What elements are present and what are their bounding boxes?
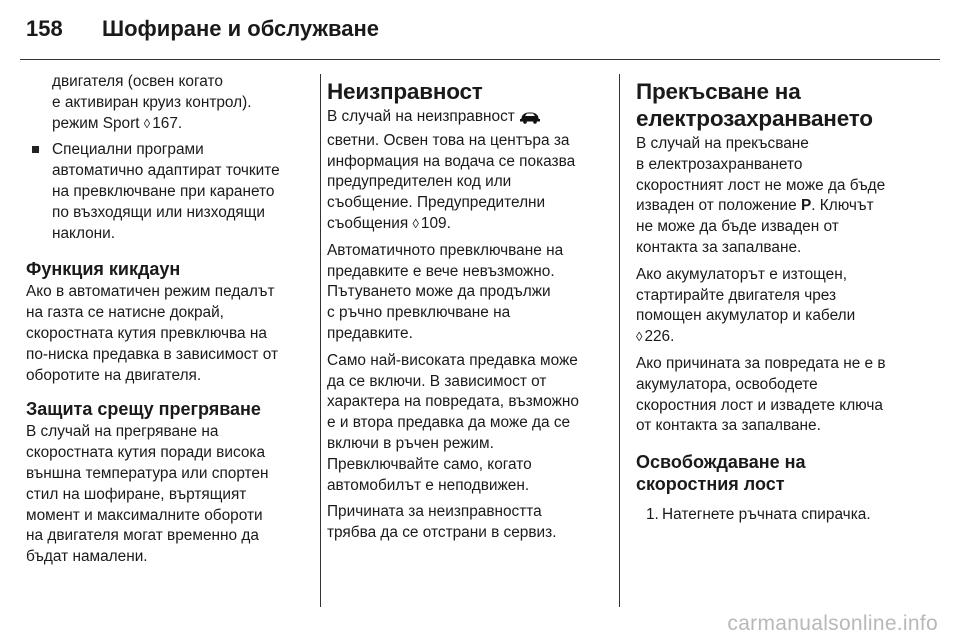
page-number: 158 <box>26 16 63 41</box>
kickdown-paragraph <box>26 282 314 386</box>
text-line: на газта се натисне докрай, <box>26 304 224 322</box>
text-line: скоростния лост и извадете ключа <box>636 396 883 414</box>
header-divider <box>20 59 940 60</box>
text-line: оборотите на двигателя. <box>26 366 202 384</box>
text-line: скоростната кутия поради висока <box>26 444 266 462</box>
ref-arrow-icon: ◊ <box>636 329 643 345</box>
transmission-warning-car-icon <box>519 110 541 131</box>
power-failure-heading <box>636 78 936 132</box>
fault-paragraph-4 <box>327 502 612 544</box>
step-number: 1. <box>646 506 659 524</box>
column-divider-2 <box>619 74 620 607</box>
text-line: В случай на прекъсване <box>636 135 809 152</box>
section-title: Шофиране и обслужване <box>102 16 380 41</box>
text-line: по-ниска предавка в зависимост от <box>26 345 279 363</box>
text-fragment: В случай на неизправност <box>327 108 515 125</box>
step-text: Натегнете ръчната спирачка. <box>662 506 871 524</box>
text-line: предупредителен код или <box>327 173 512 191</box>
text-line: автоматично адаптират точките <box>52 162 280 180</box>
text-line: двигателя (освен когато <box>52 73 223 90</box>
text-line: В случай на прегряване на <box>26 423 219 441</box>
column-1 <box>26 72 314 574</box>
fault-heading: Неизправност <box>327 79 483 104</box>
text-line: по възходящи или низходящи <box>52 203 266 221</box>
text-line: с ръчно превключване на <box>327 304 511 322</box>
text-line: Само най-високата предавка може <box>327 351 578 369</box>
text-line: съобщение. Предупредителни <box>327 194 546 212</box>
text-fragment: . Ключът <box>811 197 874 215</box>
column-3 <box>636 78 936 526</box>
text-fragment: изваден от положение <box>636 197 797 215</box>
text-line: светни. Освен това на центъра за <box>327 131 570 149</box>
intro-paragraph <box>26 72 314 134</box>
power-paragraph-2 <box>636 265 936 348</box>
text-line: Автоматичното превключване на <box>327 241 564 259</box>
text-line: Ако акумулаторът е изтощен, <box>636 265 847 283</box>
heading-line: скоростния лост <box>636 474 785 495</box>
text-line: е и втора предавка да може да се <box>327 414 571 432</box>
power-paragraph-1 <box>636 134 936 259</box>
text-line <box>52 114 314 135</box>
text-line: Пътуването може да продължи <box>327 283 551 301</box>
column-2 <box>327 78 612 550</box>
text-line: не може да бъде изваден от <box>636 218 839 236</box>
text-line: предавките. <box>327 324 413 342</box>
text-fragment: съобщения <box>327 214 409 232</box>
text-line: външна температура или спортен <box>26 464 269 482</box>
text-line: стил на шофиране, въртящият <box>26 485 247 503</box>
text-fragment: режим Sport <box>52 114 140 132</box>
text-line: включи в ръчен режим. <box>327 434 494 452</box>
bullet-item <box>26 140 314 244</box>
watermark: carmanualsonline.info <box>727 612 938 635</box>
heading-line: Освобождаване на <box>636 452 806 473</box>
text-line: Превключвайте само, когато <box>327 455 532 473</box>
text-line: наклони. <box>52 224 116 242</box>
text-line: предавките е вече невъзможно. <box>327 262 555 280</box>
ref-arrow-icon: ◊ <box>143 115 151 131</box>
page-ref: 167. <box>152 114 183 132</box>
step-item <box>636 505 936 526</box>
ref-arrow-icon: ◊ <box>412 215 419 231</box>
fault-paragraph-3 <box>327 351 612 497</box>
text-line: скоростният лост не може да бъде <box>636 176 886 194</box>
text-line: автомобилът е неподвижен. <box>327 476 530 494</box>
page-ref: 226. <box>644 328 675 346</box>
power-paragraph-3 <box>636 354 936 437</box>
fault-paragraph-2 <box>327 241 612 345</box>
text-line: е активиран круиз контрол). <box>52 93 252 111</box>
text-line: Специални програми <box>52 141 204 159</box>
column-divider-1 <box>320 74 321 607</box>
text-line: Ако в автоматичен режим педалът <box>26 283 275 301</box>
text-line: в електрозахранването <box>636 155 803 173</box>
text-line: скоростната кутия превключва на <box>26 324 267 342</box>
text-line: Причината за неизправността <box>327 503 542 521</box>
text-line: бъдат намалени. <box>26 548 148 566</box>
overheat-heading: Защита срещу прегряване <box>26 399 261 420</box>
release-lever-heading <box>636 451 936 495</box>
text-line: информация на водача се показва <box>327 152 576 170</box>
gear-position-p: P <box>800 197 812 215</box>
text-line: на двигателя могат временно да <box>26 527 259 545</box>
text-line: на превключване при карането <box>52 182 275 200</box>
text-line: Ако причината за повредата не е в <box>636 354 886 372</box>
bullet-square-icon <box>32 146 39 153</box>
text-line: трябва да се отстрани в сервиз. <box>327 524 557 542</box>
text-line: от контакта за запалване. <box>636 417 821 435</box>
text-line: да се включи. В зависимост от <box>327 372 547 390</box>
text-line: помощен акумулатор и кабели <box>636 307 856 325</box>
heading-line: електрозахранването <box>636 106 873 131</box>
text-line: момент и максималните обороти <box>26 506 263 524</box>
text-line: контакта за запалване. <box>636 238 802 256</box>
page-ref: 109. <box>420 214 451 232</box>
page-header <box>26 12 379 46</box>
overheat-paragraph <box>26 422 314 568</box>
text-line: акумулатора, освободете <box>636 375 818 393</box>
text-line: стартирайте двигателя чрез <box>636 286 837 304</box>
text-line: характера на повредата, възможно <box>327 393 579 411</box>
fault-paragraph-1 <box>327 107 612 235</box>
kickdown-heading: Функция кикдаун <box>26 259 181 280</box>
heading-line: Прекъсване на <box>636 79 801 104</box>
